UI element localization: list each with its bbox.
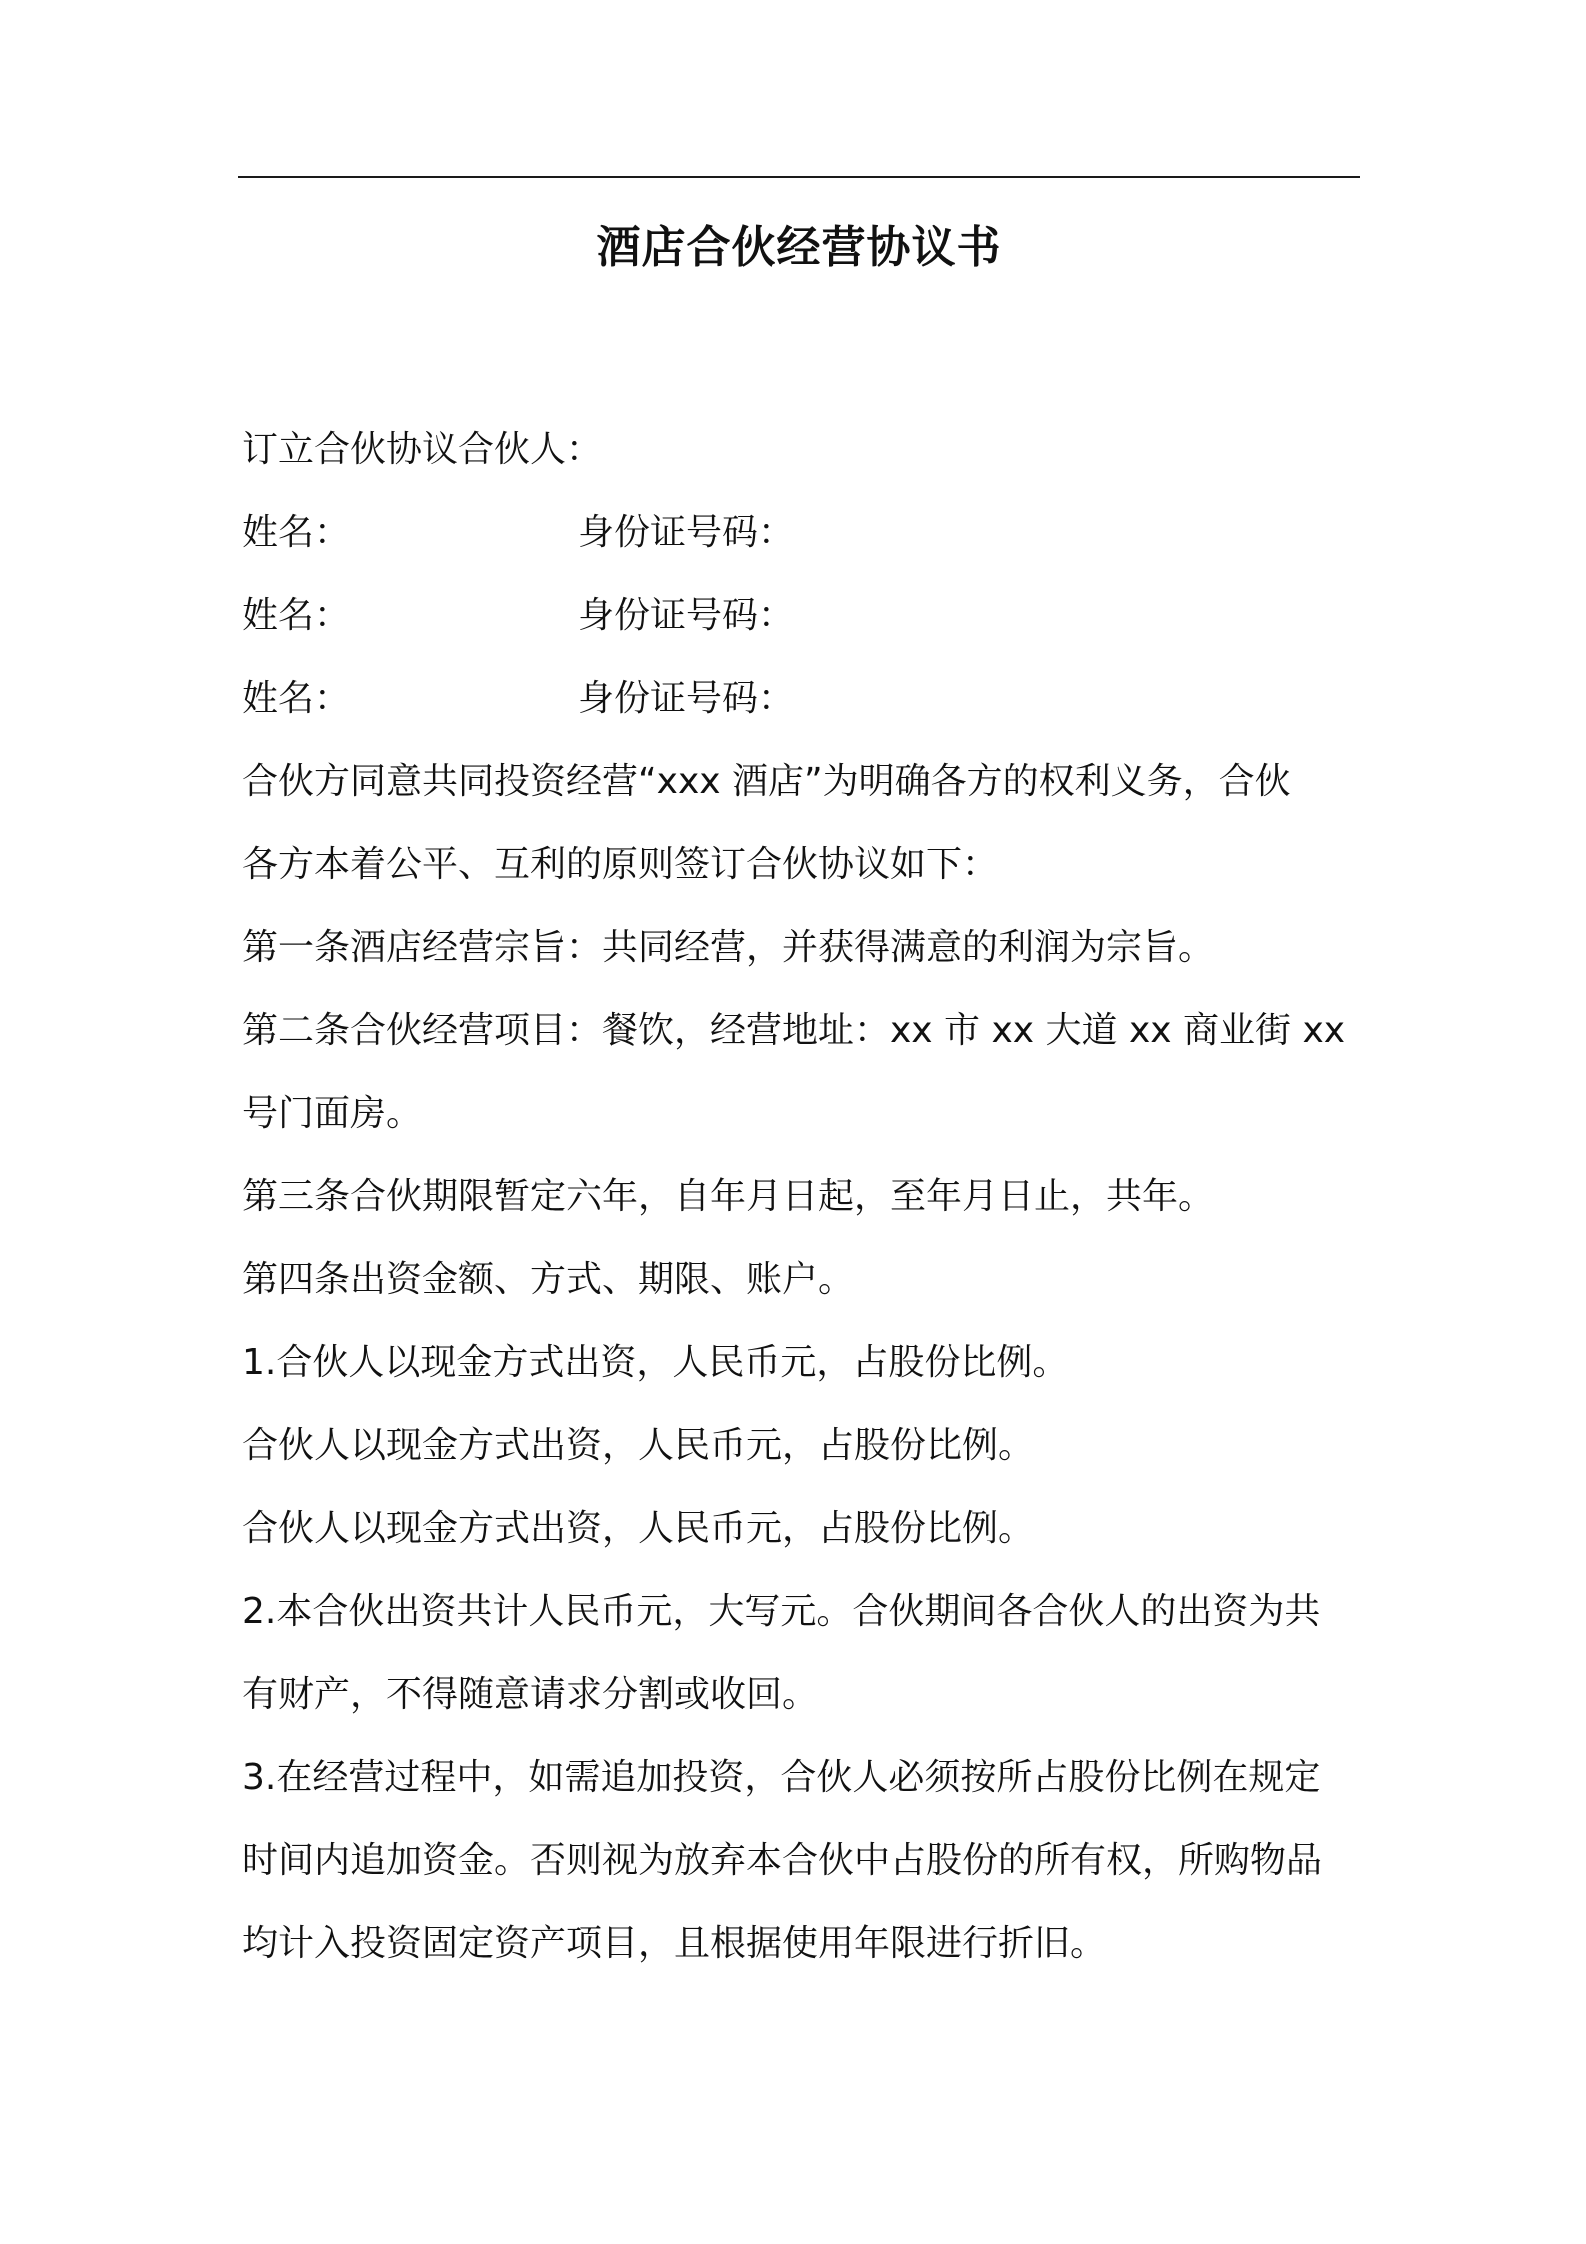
intro-heading: 订立合伙协议合伙人：	[242, 429, 603, 470]
partner-id-label: 身份证号码：	[578, 512, 795, 553]
clause-4-item-line: 有财产，不得随意请求分割或收回。	[242, 1674, 819, 1715]
partner-id-label: 身份证号码：	[578, 678, 795, 719]
partner-name-label: 姓名：	[242, 595, 351, 636]
clause-4-item-line: 时间内追加资金。否则视为放弃本合伙中占股份的所有权，所购物品	[242, 1840, 1323, 1881]
clause-4-line: 第四条出资金额、方式、期限、账户。	[242, 1259, 855, 1300]
clause-4-item-line: 1.合伙人以现金方式出资，人民币元，占股份比例。	[242, 1342, 1069, 1383]
clause-4-item-line: 均计入投资固定资产项目，且根据使用年限进行折旧。	[242, 1923, 1107, 1964]
partner-name-label: 姓名：	[242, 512, 351, 553]
paragraph-line: 合伙方同意共同投资经营“xxx 酒店”为明确各方的权利义务，合伙	[242, 761, 1291, 802]
clause-4-item-line: 3.在经营过程中，如需追加投资，合伙人必须按所占股份比例在规定	[242, 1757, 1321, 1798]
clause-4-item-line: 合伙人以现金方式出资，人民币元，占股份比例。	[242, 1508, 1035, 1549]
clause-2-line: 第二条合伙经营项目：餐饮，经营地址：xx 市 xx 大道 xx 商业街 xx	[242, 1010, 1346, 1051]
document-body	[242, 408, 1360, 1985]
clause-3-line: 第三条合伙期限暂定六年，自年月日起，至年月日止，共年。	[242, 1176, 1215, 1217]
partner-row	[242, 491, 1360, 574]
clause-4-item-line: 合伙人以现金方式出资，人民币元，占股份比例。	[242, 1425, 1035, 1466]
header-rule	[238, 176, 1360, 178]
partner-row	[242, 574, 1360, 657]
paragraph-line: 各方本着公平、互利的原则签订合伙协议如下：	[242, 844, 999, 885]
document-title: 酒店合伙经营协议书	[596, 222, 1002, 273]
clause-4-item-line: 2.本合伙出资共计人民币元，大写元。合伙期间各合伙人的出资为共	[242, 1591, 1321, 1632]
partner-row	[242, 657, 1360, 740]
clause-2-line: 号门面房。	[242, 1093, 423, 1134]
clause-1-line: 第一条酒店经营宗旨：共同经营，并获得满意的利润为宗旨。	[242, 927, 1215, 968]
partner-name-label: 姓名：	[242, 678, 351, 719]
partner-id-label: 身份证号码：	[578, 595, 795, 636]
